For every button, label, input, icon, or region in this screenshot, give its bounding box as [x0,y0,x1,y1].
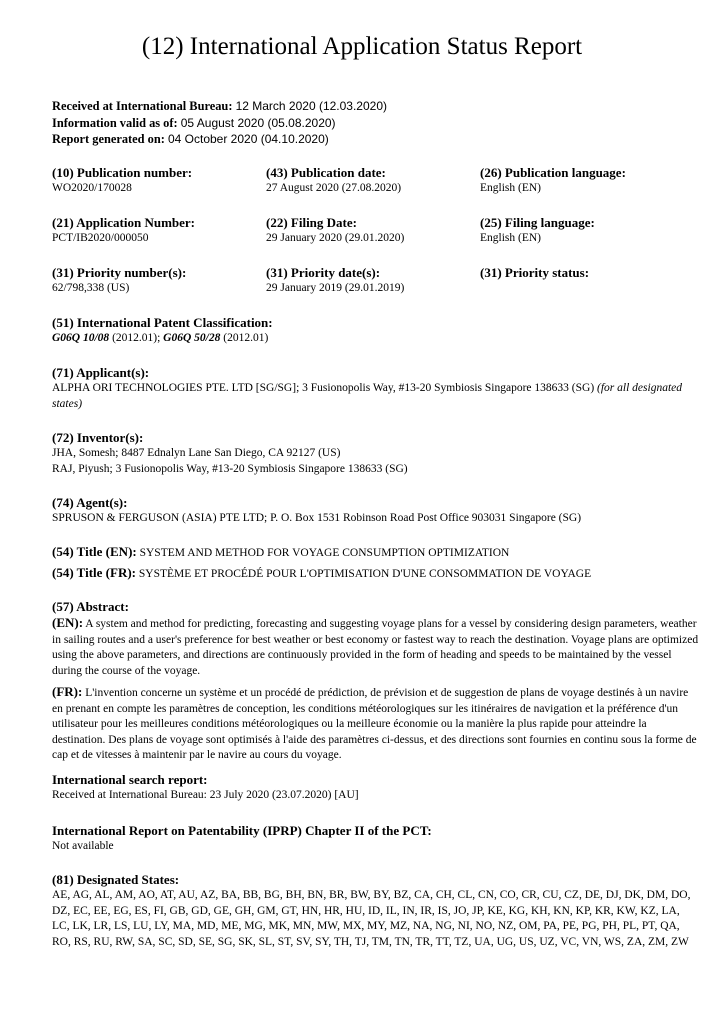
ipc-code-1: G06Q 10/08 [52,332,110,344]
priority-number-value: 62/798,338 (US) [52,282,130,294]
report-meta [52,98,387,148]
title-en-label: (54) Title (EN): [52,544,137,559]
ipc-year-2: (2012.01) [220,332,269,344]
publication-number [52,164,192,196]
filing-language [480,214,595,246]
page-title: (12) International Application Status Report [141,33,583,60]
application-number-label: (21) Application Number: [52,215,195,230]
abstract-label: (57) Abstract: [52,599,129,614]
abstract-en-tag: (EN): [52,615,84,630]
title-fr [52,564,700,583]
filing-date-value: 29 January 2020 (29.01.2020) [266,232,405,244]
agent-value: SPRUSON & FERGUSON (ASIA) PTE LTD; P. O. Box 1531 Robinson Road Post Office 903031 Singapore (SG) [52,512,582,524]
filing-date [266,214,404,246]
priority-status [480,264,589,281]
ipc-values [52,331,700,347]
ipc-label: (51) International Patent Classification: [52,315,273,330]
title-fr-value: SYSTÈME ET PROCÉDÉ POUR L'OPTIMISATION D'UNE CONSOMMATION DE VOYAGE [136,568,592,580]
inventor-1: JHA, Somesh; 8487 Ednalyn Lane San Diego, CA 92127 (US) [52,447,341,459]
received-row [52,98,387,115]
priority-status-label: (31) Priority status: [480,265,590,280]
publication-number-label: (10) Publication number: [52,165,193,180]
title-en [52,543,700,562]
publication-date [266,164,401,196]
abstract-en [52,615,700,679]
application-number [52,214,195,246]
ipc-code-2: G06Q 50/28 [163,332,221,344]
title-fr-label: (54) Title (FR): [52,565,136,580]
designated-states-section [52,871,700,950]
iprp-label: International Report on Patentability (IPRP) Chapter II of the PCT: [52,823,432,838]
priority-number-label: (31) Priority number(s): [52,265,187,280]
generated-value: 04 October 2020 (04.10.2020) [167,132,329,146]
generated-row [52,131,387,148]
priority-number [52,264,186,296]
publication-language-label: (26) Publication language: [480,165,626,180]
abstract-fr-tag: (FR): [52,684,83,699]
publication-date-value: 27 August 2020 (27.08.2020) [266,182,402,194]
applicant-section [52,364,700,412]
publication-number-value: WO2020/170028 [52,182,132,194]
received-value: 12 March 2020 (12.03.2020) [235,99,387,113]
agent-label: (74) Agent(s): [52,495,128,510]
priority-date [266,264,404,296]
priority-date-value: 29 January 2019 (29.01.2019) [266,282,405,294]
inventor-label: (72) Inventor(s): [52,430,144,445]
applicant-text [52,381,700,412]
application-number-value: PCT/IB2020/000050 [52,232,149,244]
designated-states-list: AE, AG, AL, AM, AO, AT, AU, AZ, BA, BB, BG, BH, BN, BR, BW, BY, BZ, CA, CH, CL, CN, CO, CR, CU, CZ, DE, DJ, DK, DM, DO, DZ, EC, EE, EG, ES, FI, GB, GD, GE, GH, GM, GT, HN, HR, HU, ID, IL, IN, IR, IS, JO, JP, KE, KG, KH, KN, KP, KR, KW, KZ, LA, LC, LK, LR, LS, LU, LY, MA, MD, ME, MG, MK, MN, MW, MX, MY, MZ, NA, NG, NI, NO, NZ, OM, PA, PE, PG, PH, PL, PT, QA, RO, RS, RU, RW, SA, SC, SD, SE, SG, SK, SL, ST, SV, SY, TH, TJ, TM, TN, TR, TT, TZ, UA, UG, US, UZ, VC, VN, WS, ZA, ZM, ZW [52,889,691,948]
designated-states-label: (81) Designated States: [52,872,180,887]
abstract-fr-text: L'invention concerne un système et un procédé de prédiction, de prévision et de suggestion de plans de voyage destinés à un navire en prenant en compte les paramètres de conception, les conditions météorologiques sur les itinéraires de navigation et la préférence d'un utilisateur pour les meilleures conditions météorologiques ou la meilleure économie ou la manière la plus rapide pour atteindre la destination. Des plans de voyage sont optimisés à l'aide des paramètres ci-dessus, et des directions sont fournies en continu sous la forme de cap et de vitesses à maintenir par le navire au cours du voyage. [52,687,697,761]
publication-date-label: (43) Publication date: [266,165,386,180]
abstract-fr [52,684,700,764]
filing-language-label: (25) Filing language: [480,215,595,230]
filing-language-value: English (EN) [480,232,542,244]
publication-language [480,164,626,196]
ipc-section [52,314,700,347]
valid-row [52,115,387,132]
iprp-section [52,822,700,855]
received-label: Received at International Bureau: [52,99,233,113]
agent-section [52,494,700,527]
abstract-en-text: A system and method for predicting, forecasting and suggesting voyage plans for a vessel by considering design parameters, weather in sailing routes and a user's preference for best weather or best economy or fastest way to reach the destination. Voyage plans are optimized using the above parameters, and directions are continuously provided in the form of heading and speeds to be maintained by the vessel during the course of the voyage. [52,618,699,677]
iprp-value: Not available [52,840,114,852]
generated-label: Report generated on: [52,132,165,146]
search-report-label: International search report: [52,772,208,787]
inventor-section [52,429,700,477]
search-report-value: Received at International Bureau: 23 July 2020 (23.07.2020) [AU] [52,789,359,801]
priority-date-label: (31) Priority date(s): [266,265,381,280]
filing-date-label: (22) Filing Date: [266,215,357,230]
applicant-value: ALPHA ORI TECHNOLOGIES PTE. LTD [SG/SG]; 3 Fusionopolis Way, #13-20 Symbiosis Singapore 138633 (SG) [52,382,598,394]
abstract-section [52,598,700,764]
ipc-year-1: (2012.01); [109,332,164,344]
valid-label: Information valid as of: [52,115,178,130]
search-report-section [52,771,700,804]
applicant-note: (for all designated states) [52,382,682,410]
valid-value: 05 August 2020 (05.08.2020) [180,115,336,130]
applicant-label: (71) Applicant(s): [52,365,150,380]
publication-language-value: English (EN) [480,182,542,194]
title-en-value: SYSTEM AND METHOD FOR VOYAGE CONSUMPTION OPTIMIZATION [136,547,510,559]
inventor-2: RAJ, Piyush; 3 Fusionopolis Way, #13-20 Symbiosis Singapore 138633 (SG) [52,462,408,475]
